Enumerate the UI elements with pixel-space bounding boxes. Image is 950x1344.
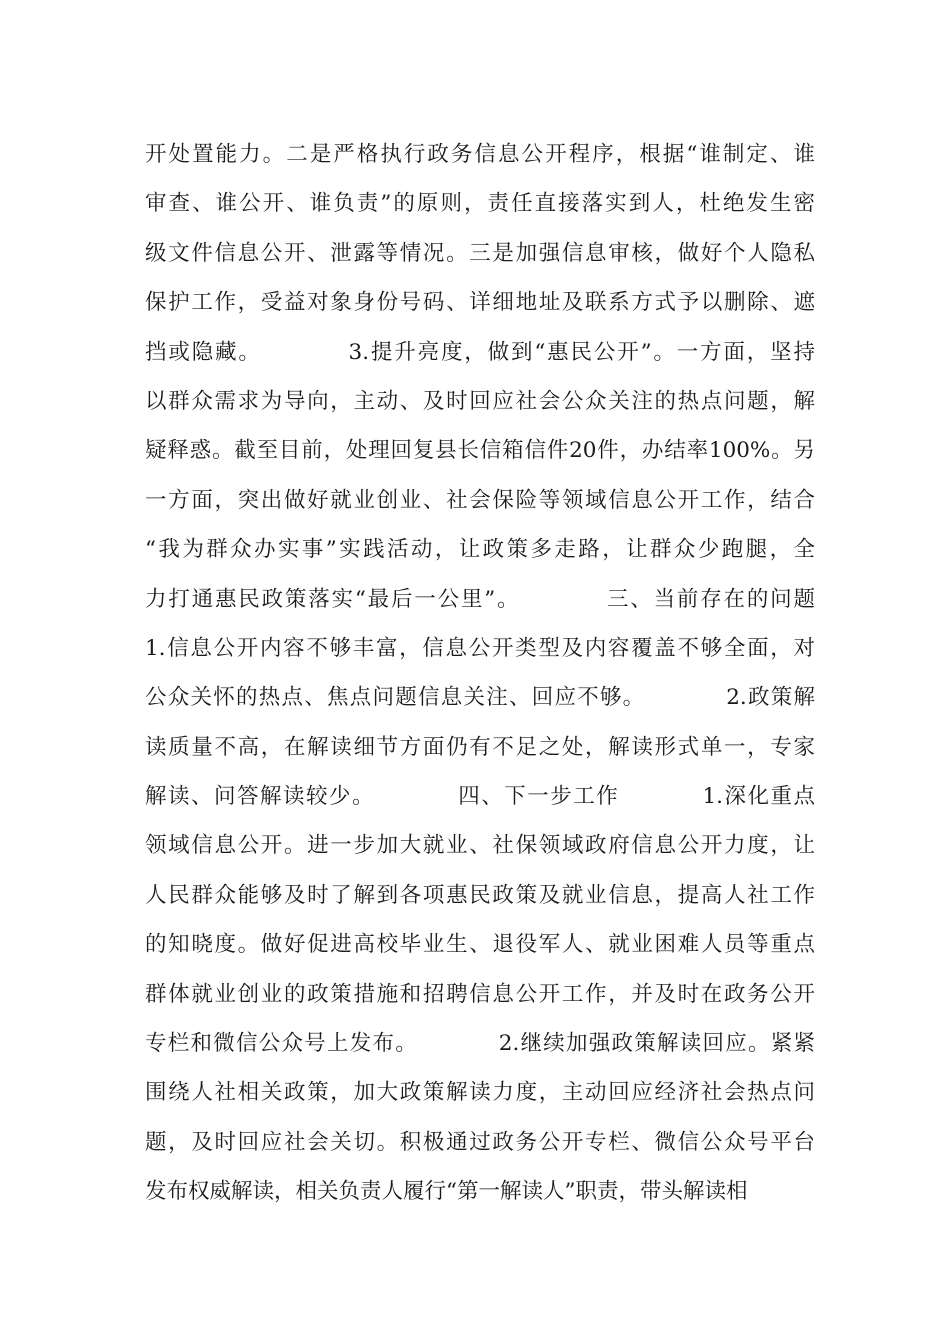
text-line: 的知晓度。做好促进高校毕业生、退役军人、就业困难人员等重点: [145, 932, 815, 958]
text-line: 以群众需求为导向，主动、及时回应社会公众关注的热点问题，解: [145, 388, 815, 414]
body-text: [145, 130, 815, 1217]
text-line: 开处置能力。二是严格执行政务信息公开程序，根据“谁制定、谁: [145, 142, 815, 167]
text-line: 群体就业创业的政策措施和招聘信息公开工作，并及时在政务公开: [145, 981, 815, 1007]
text-line: 专栏和微信公众号上发布。 2.继续加强政策解读回应。紧紧: [145, 1031, 815, 1057]
text-line: 领域信息公开。进一步加大就业、社保领域政府信息公开力度，让: [145, 833, 815, 859]
text-line: 题，及时回应社会关切。积极通过政务公开专栏、微信公众号平台: [145, 1129, 815, 1155]
text-line: 发布权威解读，相关负责人履行“第一解读人”职责，带头解读相: [145, 1179, 748, 1205]
text-line: 读质量不高，在解读细节方面仍有不足之处，解读形式单一，专家: [145, 734, 815, 760]
text-line: 公众关怀的热点、焦点问题信息关注、回应不够。 2.政策解: [145, 685, 815, 711]
text-line: 力打通惠民政策落实“最后一公里”。 三、当前存在的问题: [145, 586, 815, 612]
text-line: “我为群众办实事”实践活动，让政策多走路，让群众少跑腿，全: [145, 537, 815, 563]
text-line: 审查、谁公开、谁负责”的原则，责任直接落实到人，杜绝发生密: [145, 191, 815, 217]
text-line: 1.信息公开内容不够丰富，信息公开类型及内容覆盖不够全面，对: [145, 635, 815, 661]
text-line: 解读、问答解读较少。 四、下一步工作 1.深化重点: [145, 784, 815, 810]
text-line: 疑释惑。截至目前，处理回复县长信箱信件20件，办结率100%。另: [145, 438, 815, 464]
text-line: 级文件信息公开、泄露等情况。三是加强信息审核，做好个人隐私: [145, 240, 815, 266]
text-line: 一方面，突出做好就业创业、社会保险等领域信息公开工作，结合: [145, 487, 815, 513]
text-line: 挡或隐藏。 3.提升亮度，做到“惠民公开”。一方面，坚持: [145, 339, 815, 365]
text-line: 保护工作，受益对象身份号码、详细地址及联系方式予以删除、遮: [145, 290, 815, 316]
text-line: 人民群众能够及时了解到各项惠民政策及就业信息，提高人社工作: [145, 882, 815, 908]
text-line: 围绕人社相关政策，加大政策解读力度，主动回应经济社会热点问: [145, 1080, 815, 1106]
